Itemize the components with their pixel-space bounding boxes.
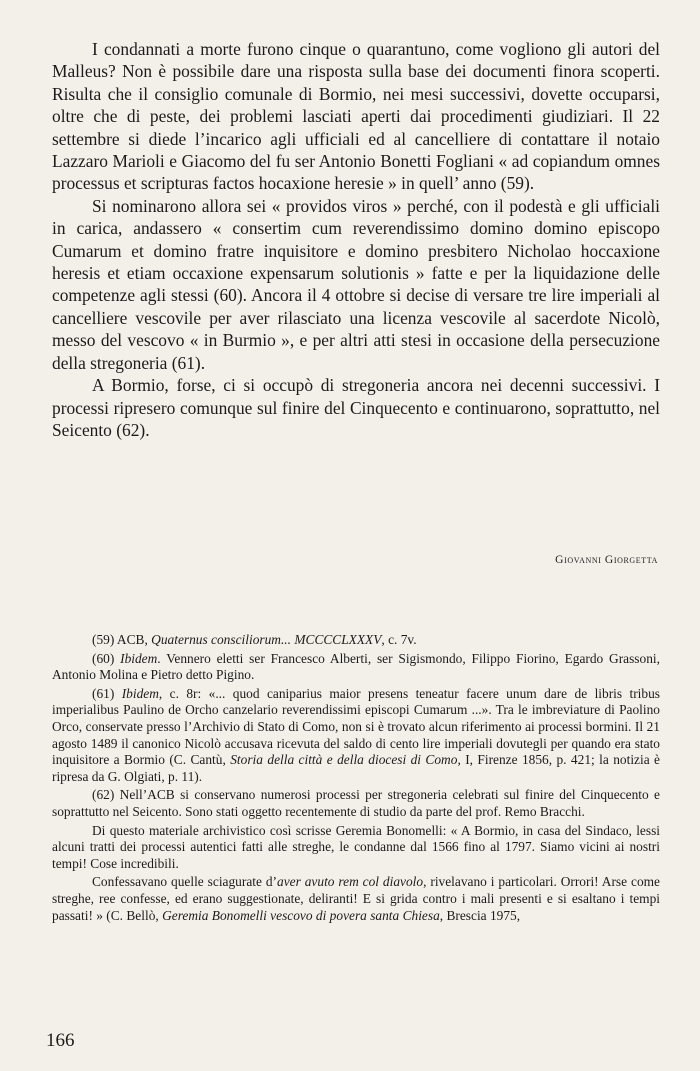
- paragraph-2: Si nominarono allora sei « providos viros » perché, con il podestà e gli ufficiali in carica, andassero « consertim cum reverendissimo domino domino episcopo Cumarum et domino fratre inquisitore e domino presbitero Nicholao hoccaxione heresis et etiam occaxione expensarum solutionis » fatte e per la liquidazione delle competenze agli stessi (60). Ancora il 4 ottobre si decise di versare tre lire imperiali al cancelliere vescovile per aver rilasciato una licenza vescovile al sacerdote Nicolò, messo del vescovo « in Burmio », e per altri atti stesi in occasione della persecuzione della stregoneria (61).: [52, 195, 660, 373]
- footnote-62-quote-1: Di questo materiale archivistico così scrisse Geremia Bonomelli: « A Bormio, in casa del Sindaco, lessi alcuni tratti dei processi autentici fatti alle streghe, le condanne dal 1566 fino al 1797. Siamo vicini ai nostri tempi! Cose incredibili.: [52, 822, 660, 871]
- main-text: [52, 38, 660, 441]
- footnotes: [52, 632, 660, 926]
- footnote-60: (60) Ibidem. Vennero eletti ser Francesco Alberti, ser Sigismondo, Filippo Fiorino, Egardo Grassoni, Antonio Molina e Pietro detto Pigino.: [52, 650, 660, 683]
- footnote-61: (61) Ibidem, c. 8r: «... quod caniparius maior presens teneatur facere unum dare de libris tribus imperialibus Paulino de Orcho canzelario reverendissimi episcopi Cumarum ...». Tra le imbreviature di Paolino Orco, conservate presso l’Archivio di Stato di Como, non si è trovato alcun riferimento ai processi bormini. Il 21 agosto 1489 il canonico Nicolò accusava ricevuta del saldo di cento lire imperiali dovutegli per quando era stato inquisitore a Bormio (C. Cantù, Storia della città e della diocesi di Como, I, Firenze 1856, p. 421; la notizia è ripresa da G. Olgiati, p. 11).: [52, 685, 660, 784]
- footnote-59: (59) ACB, Quaternus consciliorum... MCCCCLXXXV, c. 7v.: [92, 632, 417, 647]
- paragraph-3: A Bormio, forse, ci si occupò di stregoneria ancora nei decenni successivi. I processi ripresero comunque sul finire del Cinquecento e continuarono, soprattutto, nel Seicento (62).: [52, 375, 660, 440]
- footnote-62: (62) Nell’ACB si conservano numerosi processi per stregoneria celebrati sul finire del Cinquecento e soprattutto nel Seicento. Sono stati oggetto recentemente di studio da parte del prof. Remo Bracchi.: [52, 787, 660, 819]
- footnote-62-quote-2: Confessavano quelle sciagurate d’aver avuto rem col diavolo, rivelavano i particolari. Orrori! Arse come streghe, ree confesse, ed erano suggestionate, deliranti! E si grida contro i mali presenti e si esaltano i tempi passati! » (C. Bellò, Geremia Bonomelli vescovo di povera santa Chiesa, Brescia 1975,: [52, 874, 661, 923]
- author-signature: Giovanni Giorgetta: [555, 554, 658, 566]
- paragraph-1: I condannati a morte furono cinque o quarantuno, come vogliono gli autori del Malleus? Non è possibile dare una risposta sulla base dei documenti finora scoperti. Risulta che il consiglio comunale di Bormio, nei mesi successivi, dovette occuparsi, oltre che di peste, dei problemi lasciati aperti dai procedimenti giudiziari. Il 22 settembre si diede l’incarico agli ufficiali ed al cancelliere di contattare il notaio Lazzaro Marioli e Giacomo del fu ser Antonio Bonetti Fogliani « ad copiandum omnes processus et scripturas factos hocaxione heresie » in quell’ anno (59).: [52, 39, 660, 194]
- page-number: 166: [46, 1030, 75, 1051]
